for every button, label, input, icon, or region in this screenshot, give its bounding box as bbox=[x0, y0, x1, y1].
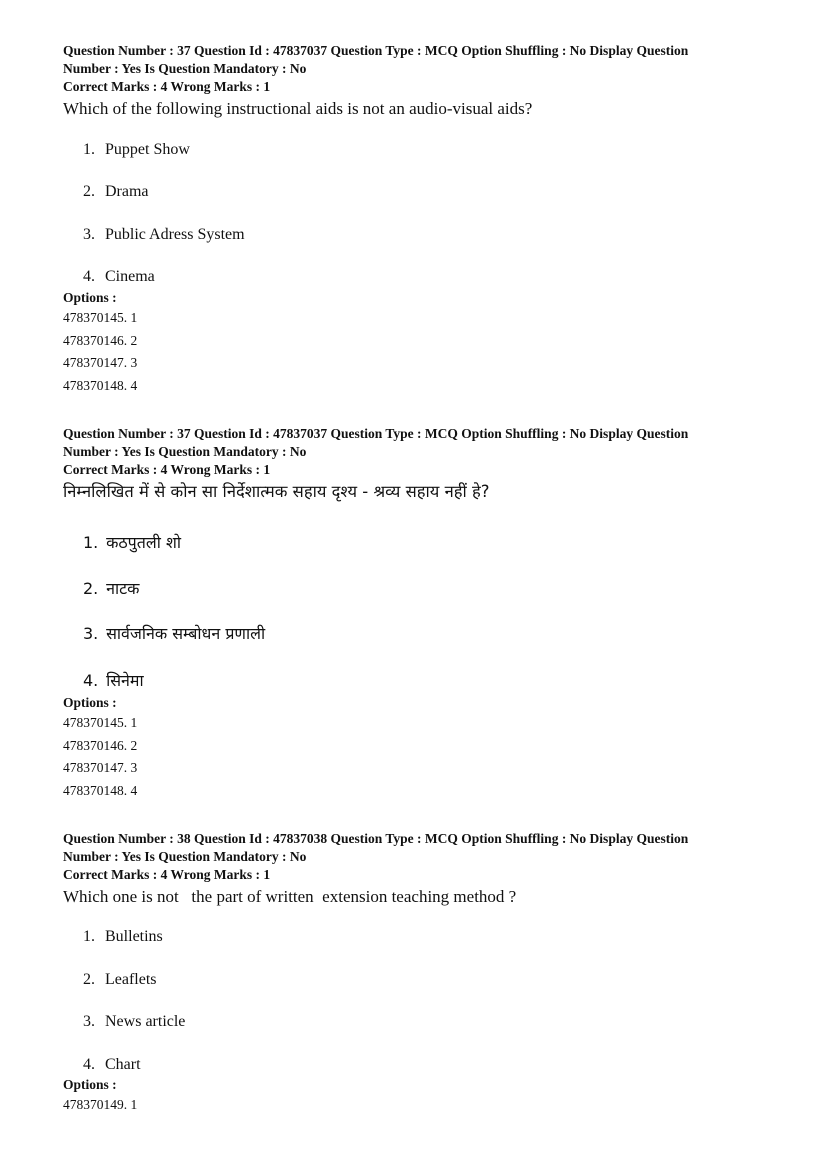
option-1-row bbox=[63, 140, 763, 160]
option-text: News article bbox=[105, 1013, 186, 1030]
option-text: सिनेमा bbox=[106, 671, 144, 690]
option-3-row bbox=[63, 225, 763, 245]
option-text: Public Adress System bbox=[105, 226, 245, 243]
option-4-row bbox=[63, 1055, 763, 1075]
option-text: Bulletins bbox=[105, 928, 163, 945]
option-number: 4. bbox=[83, 1056, 95, 1073]
option-id: 478370147. 3 bbox=[63, 355, 138, 370]
option-text: Cinema bbox=[105, 268, 155, 285]
question-header-line1: Question Number : 38 Question Id : 47837038 Question Type : MCQ Option Shuffling : No Display Question bbox=[63, 831, 689, 846]
option-1-row bbox=[63, 927, 763, 947]
option-1-row bbox=[63, 533, 763, 553]
option-number: 2. bbox=[83, 579, 99, 598]
marks-line: Correct Marks : 4 Wrong Marks : 1 bbox=[63, 867, 271, 882]
options-label: Options : bbox=[63, 290, 117, 305]
question-header-line2: Number : Yes Is Question Mandatory : No bbox=[63, 444, 307, 459]
option-id: 478370146. 2 bbox=[63, 737, 138, 753]
option-text: सार्वजनिक सम्बोधन प्रणाली bbox=[106, 624, 266, 643]
option-3-row bbox=[63, 624, 763, 644]
option-number: 3. bbox=[83, 226, 95, 243]
option-id: 478370148. 4 bbox=[63, 782, 138, 798]
option-text: Chart bbox=[105, 1056, 141, 1073]
option-id: 478370146. 2 bbox=[63, 332, 138, 348]
option-3-row bbox=[63, 1012, 763, 1032]
question-block-1 bbox=[63, 42, 763, 120]
question-text: निम्नलिखित में से कोन सा निर्देशात्मक सहाय दृश्य - श्रव्य सहाय नहीं हे? bbox=[63, 482, 490, 501]
option-4-row bbox=[63, 671, 763, 691]
marks-line: Correct Marks : 4 Wrong Marks : 1 bbox=[63, 462, 271, 477]
option-2-row bbox=[63, 970, 763, 990]
option-id: 478370145. 1 bbox=[63, 310, 138, 325]
question-block-3 bbox=[63, 830, 763, 908]
options-label: Options : bbox=[63, 695, 117, 710]
question-header-line2: Number : Yes Is Question Mandatory : No bbox=[63, 61, 307, 76]
option-4-row bbox=[63, 267, 763, 287]
option-2-row bbox=[63, 579, 763, 599]
options-section bbox=[63, 1076, 763, 1117]
option-text: Leaflets bbox=[105, 971, 157, 988]
option-2-row bbox=[63, 182, 763, 202]
option-number: 4. bbox=[83, 671, 99, 690]
option-text: नाटक bbox=[106, 579, 140, 598]
option-number: 1. bbox=[83, 928, 95, 945]
option-number: 2. bbox=[83, 971, 95, 988]
option-number: 1. bbox=[83, 533, 99, 552]
option-number: 4. bbox=[83, 268, 95, 285]
option-id: 478370149. 1 bbox=[63, 1097, 138, 1112]
option-number: 3. bbox=[83, 1013, 95, 1030]
option-number: 2. bbox=[83, 183, 95, 200]
option-number: 1. bbox=[83, 141, 95, 158]
option-id: 478370148. 4 bbox=[63, 377, 138, 393]
question-block-2 bbox=[63, 425, 763, 503]
question-header-line1: Question Number : 37 Question Id : 47837037 Question Type : MCQ Option Shuffling : No Display Question bbox=[63, 43, 689, 58]
marks-line: Correct Marks : 4 Wrong Marks : 1 bbox=[63, 79, 271, 94]
question-header-line2: Number : Yes Is Question Mandatory : No bbox=[63, 849, 307, 864]
options-section bbox=[63, 289, 763, 397]
options-label: Options : bbox=[63, 1077, 117, 1092]
options-section bbox=[63, 694, 763, 802]
question-text: Which of the following instructional aids is not an audio-visual aids? bbox=[63, 99, 533, 118]
option-id: 478370145. 1 bbox=[63, 715, 138, 730]
option-id: 478370147. 3 bbox=[63, 760, 138, 775]
question-text: Which one is not the part of written extension teaching method ? bbox=[63, 887, 517, 906]
option-number: 3. bbox=[83, 624, 99, 643]
option-text: कठपुतली शो bbox=[106, 533, 181, 552]
question-header-line1: Question Number : 37 Question Id : 47837037 Question Type : MCQ Option Shuffling : No Display Question bbox=[63, 426, 689, 441]
option-text: Drama bbox=[105, 183, 149, 200]
option-text: Puppet Show bbox=[105, 141, 190, 158]
